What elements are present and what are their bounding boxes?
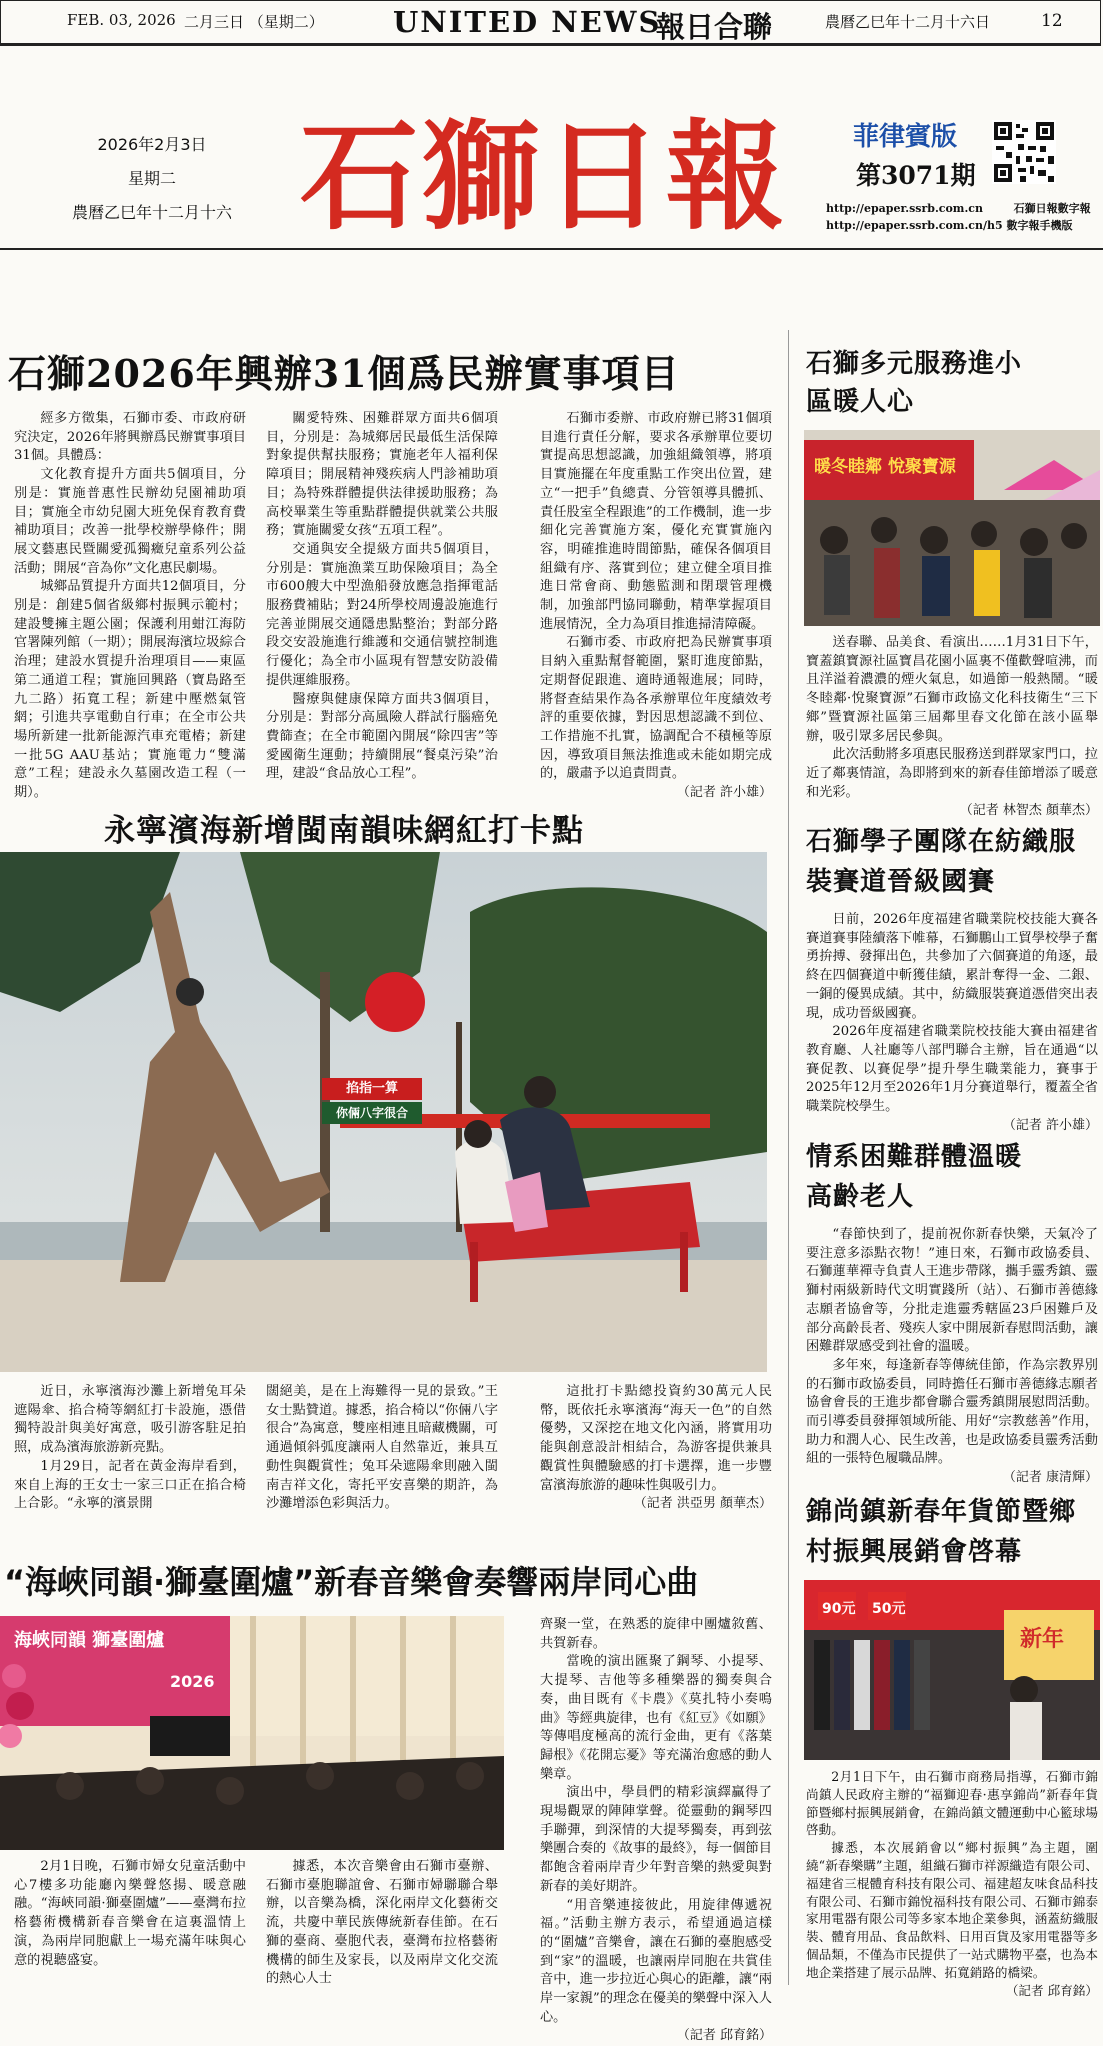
masthead-date: 2026年2月3日 bbox=[97, 135, 207, 154]
article2-col2 bbox=[266, 1383, 498, 1514]
side1-headline: 石獅多元服務進小區暖人心 bbox=[806, 349, 1023, 417]
masthead-date-block bbox=[72, 128, 232, 230]
article3-headline: “海峽同韻·獅臺圍爐”新春音樂會奏響兩岸同心曲 bbox=[4, 1563, 699, 1601]
side2-para: 2026年度福建省職業院校技能大賽由福建省教育廳、人社廳等八部門聯合主辦，旨在通過“以賽促教、以賽促學”提升學生職業能力，賽事于2025年12月至2026年1月分賽道舉行，覆蓋全省職業院校學生。 bbox=[806, 1024, 1098, 1115]
article3-col1 bbox=[14, 1858, 246, 1970]
side1-byline: （記者 林智杰 顏華杰） bbox=[959, 803, 1098, 819]
concert-photo bbox=[0, 1616, 504, 1850]
article1-col3 bbox=[540, 410, 772, 803]
strip-paper-name-en: UNITED NEWS bbox=[393, 5, 662, 39]
header-strip bbox=[0, 0, 1101, 46]
strip-date-cn: 二月三日 （星期二） bbox=[184, 13, 324, 31]
article2-col3 bbox=[540, 1383, 772, 1514]
article3-col2 bbox=[266, 1858, 498, 1989]
masthead-title: 石獅日報 bbox=[300, 107, 789, 246]
article2-byline: （記者 洪亞男 顏華杰） bbox=[633, 1496, 772, 1512]
masthead-rule bbox=[0, 248, 1103, 250]
side3-body bbox=[806, 1226, 1098, 1488]
article3-byline: （記者 邱育銘） bbox=[676, 2028, 772, 2044]
community-photo bbox=[804, 430, 1100, 626]
price-tag-1: 90元 bbox=[822, 1601, 856, 1617]
article1-para: 醫療與健康保障方面共3個項目，分別是：對部分高風險人群試行腦癌免費篩查；在全市範圍內開展“除四害”等愛國衛生運動；持續開展“餐桌污染”治理，建設“食品放心工程”。 bbox=[266, 691, 498, 782]
article3-col3 bbox=[540, 1616, 772, 2046]
article1-col1 bbox=[14, 410, 246, 803]
price-tag-2: 50元 bbox=[872, 1601, 906, 1617]
side2-para: 日前，2026年度福建省職業院校技能大賽各賽道賽事陸續落下帷幕，石獅鵬山工貿學校學子奮勇拚搏、發揮出色，共參加了六個賽道的角逐，最終在四個賽道中斬獲佳績，累計奪得一金、二銀、一銅的優異成績。其中，紡織服裝賽道憑借突出表現，成功晉級國賽。 bbox=[806, 912, 1098, 1021]
photo-sign-bottom: 你倆八字很合 bbox=[335, 1106, 408, 1120]
article2-para: 近日，永寧濱海沙灘上新增兔耳朵遮陽傘、掐合椅等網紅打卡設施，憑借獨特設計與美好寓意，吸引游客駐足拍照，成為濱海旅游新亮點。 bbox=[14, 1384, 246, 1456]
strip-page-number: 12 bbox=[1041, 11, 1063, 31]
article2-headline: 永寧濱海新增閩南韻味網紅打卡點 bbox=[104, 813, 584, 849]
side2-byline: （記者 許小雄） bbox=[1002, 1117, 1098, 1133]
epaper-url[interactable]: http://epaper.ssrb.com.cn bbox=[826, 202, 983, 215]
side3-para: “春節快到了，提前祝你新春快樂，天氣冷了要注意多添點衣物！”連日來，石獅市政協委員、石獅蓮華禪寺負責人王進步帶隊，攜手靈秀鎮、靈獅村兩級新時代文明實踐所（站）、石獅市善德緣志願者協會等，分批走進靈秀轄區23戶困難戶及部分高齡長者、殘疾人家中開展新春慰問活動，讓困難群眾感受到社會的溫暖。 bbox=[806, 1227, 1098, 1355]
strip-date-en: FEB. 03, 2026 bbox=[67, 11, 176, 29]
article2-para: 這批打卡點總投資約30萬元人民幣，既依托永寧濱海“海天一色”的自然優勢，又深挖在地文化內涵，將實用功能與創意設計相結合，為游客提供兼具觀賞性與體驗感的打卡選擇，進一步豐富濱海旅游的趣味性與吸引力。 bbox=[540, 1384, 772, 1493]
column-divider bbox=[788, 330, 789, 1985]
article3-para: 齊聚一堂，在熟悉的旋律中團爐敘舊、共賀新春。 bbox=[540, 1617, 772, 1651]
article1-col2 bbox=[266, 410, 498, 784]
article1-byline: （記者 許小雄） bbox=[676, 785, 772, 801]
side1-body bbox=[806, 634, 1098, 821]
article1-para: 文化教育提升方面共5個項目，分別是：實施普惠性民辦幼兒園補助項目；實施全市幼兒園大班免保育教育費補助項目；改善一批學校辦學條件；開展文藝惠民暨關愛孤獨癥兒童系列公益活動；開展“音為你”文化惠民劇場。 bbox=[14, 467, 246, 576]
article2-para: 闊絕美，是在上海難得一見的景致。”王女士點贊道。據悉，掐合椅以“你倆八字很合”為寓意，雙座相連且暗藏機關，可通過傾斜弧度讓兩人自然靠近，兼具互動性與觀賞性；兔耳朵遮陽傘則融入閩南吉祥文化，寄托平安喜樂的期許，為沙灘增添色彩與活力。 bbox=[266, 1384, 498, 1512]
article1-headline: 石獅2026年興辦31個爲民辦實事項目 bbox=[8, 351, 680, 396]
epaper-h5-url-label: 數字報手機版 bbox=[1006, 219, 1073, 232]
side4-headline: 錦尚鎮新春年貨節暨鄉村振興展銷會啓幕 bbox=[806, 1497, 1077, 1567]
article1-para: 石獅市委、市政府把為民辦實事項目納入重點幫督範圍，緊盯進度節點，定期督促跟進、適時通報進展；同時，將督查結果作為各承辦單位年度績效考評的重要依據，對因思想認識不到位、工作措施不扎實，協調配合不積極等原因，導致項目無法推進或未能如期完成的，嚴肅予以追責問責。 bbox=[540, 635, 772, 782]
article2-col1 bbox=[14, 1383, 246, 1514]
article3-para: 演出中，學員們的精彩演繹贏得了現場觀眾的陣陣掌聲。從靈動的鋼琴四手聯彈，到深情的大提琴獨奏，再到弦樂團合奏的《故事的最終》，每一個節目都飽含着兩岸青少年對音樂的熱愛與對新春的美好期許。 bbox=[540, 1785, 772, 1894]
community-banner: 暖冬睦鄰 悅聚寶源 bbox=[814, 457, 956, 477]
side4-byline: （記者 邱育銘） bbox=[1005, 1982, 1098, 1998]
side3-byline: （記者 康清輝） bbox=[1002, 1470, 1098, 1486]
side4-body bbox=[806, 1768, 1098, 1999]
side2-headline: 石獅學子團隊在紡織服裝賽道晉級國賽 bbox=[806, 827, 1077, 897]
masthead-weekday: 星期二 bbox=[127, 169, 176, 188]
side3-para: 多年來，每逢新春等傳統佳節，作為宗教界別的石獅市政協委員，同時擔任石獅市善德緣志願者協會會長的王進步都會聯合靈秀鎮開展慰問活動。而引導委員發揮領域所能、用好“宗教慈善”作用，助力和潤人心、民生改善，也是政協委員靈秀活動組的一張特色履職品牌。 bbox=[806, 1357, 1098, 1467]
article2-para: 1月29日，記者在黃金海岸看到，來自上海的王女士一家三口正在掐合椅上合影。“永寧的濱景開 bbox=[14, 1458, 246, 1512]
article1-para: 交通與安全提級方面共5個項目，分別是：實施漁業互助保險項目；為全市600艘大中型漁船發放應急指揮電話服務費補貼；對24所學校周邊設施進行完善並開展交通隱患點整治；對部分路段交安設施進行維護和交通信號控制進行優化；為全市小區現有智慧安防設備提供運維服務。 bbox=[266, 541, 498, 688]
side2-body bbox=[806, 911, 1098, 1135]
article3-para: “用音樂連接彼此，用旋律傳遞祝福。”活動主辦方表示，希望通過這樣的“圍爐”音樂會，讓在石獅的臺胞感受到“家”的溫暖，也讓兩岸同胞在共賞佳音中，進一步拉近心與心的距離，讓“兩岸一家親”的理念在優美的樂聲中深入人心。 bbox=[540, 1897, 772, 2025]
article3-para: 當晚的演出匯聚了鋼琴、小提琴、大提琴、吉他等多種樂器的獨奏與合奏，曲目既有《卡農》《莫扎特小奏鳴曲》等經典旋律，也有《紅豆》《如願》等傳唱度極高的流行金曲，更有《落葉歸根》《花開忘憂》等充滿治愈感的動人樂章。 bbox=[540, 1654, 772, 1782]
side1-para: 送春聯、品美食、看演出……1月31日下午，寶蓋鎮寶源社區寶昌花園小區裏不僅歡聲喧沸，而且洋溢着濃濃的煙火氣息，如過節一般熱鬧。“暖冬睦鄰·悅聚寶源”石獅市政協文化科技衛生“三下鄉”暨寶源社區第三屆鄰里春文化節在該小區舉辦，吸引眾多居民參與。 bbox=[806, 635, 1098, 744]
article1-para: 關愛特殊、困難群眾方面共6個項目，分別是：為城鄉居民最低生活保障對象提供幫扶服務；實施老年人福利保障項目；開展精神殘疾病人門診補助項目；為特殊群體提供法律援助服務；為高校畢業生等重點群體提供就業公共服務；實施關愛女孩“五項工程”。 bbox=[266, 411, 498, 539]
side3-headline: 情系困難群體溫暖高齡老人 bbox=[806, 1142, 1023, 1212]
article3-para: 據悉，本次音樂會由石獅市臺辦、石獅市臺胞聯誼會、石獅市婦聯聯合舉辦，以音樂為橋，深化兩岸文化藝術交流，共慶中華民族傳統新春佳節。在石獅的臺商、臺胞代表，臺灣布拉格藝術機構的師生及家長，以及兩岸文化交流的熱心人士 bbox=[266, 1859, 498, 1987]
concert-screen-year: 2026 bbox=[170, 1672, 215, 1691]
epaper-h5-url[interactable]: http://epaper.ssrb.com.cn/h5 bbox=[826, 219, 1003, 232]
beach-photo bbox=[0, 852, 767, 1372]
strip-paper-name-cn: 報日合聯 bbox=[656, 10, 773, 44]
concert-screen-title: 海峽同韻 獅臺圍爐 bbox=[14, 1630, 165, 1651]
qr-code-icon[interactable] bbox=[992, 120, 1056, 184]
masthead-issue: 第3071期 bbox=[856, 161, 976, 190]
article1-para: 石獅市委辦、市政府辦已將31個項目進行責任分解，要求各承辦單位要切實提高思想認識，加強組織領導，將項目實施擺在年度重點工作突出位置，建立“一把手”負總責、分管領導具體抓、責任股室全程跟進”的工作機制，進一步細化完善實施方案，優化充實實施內容，明確推進時間節點，確保各個項目組織有序、落實到位；建立健全項目推進日常會商、動態監測和閉環管理機制，加強部門協同聯動，精準掌握項目進展情況，全力為項目推進掃清障礙。 bbox=[540, 411, 772, 632]
market-sign: 新年 bbox=[1020, 1627, 1065, 1652]
strip-lunar: 農曆乙巳年十二月十六日 bbox=[825, 13, 991, 31]
side4-para: 2月1日下午，由石獅市商務局指導，石獅市錦尚鎮人民政府主辦的“福獅迎春·惠享錦尚”新春年貨節暨鄉村振興展銷會，在錦尚鎮文體運動中心籃球場啓動。 bbox=[806, 1769, 1098, 1838]
masthead-edition: 菲律賓版 bbox=[853, 122, 958, 152]
masthead-lunar: 農曆乙巳年十二月十六 bbox=[72, 203, 233, 222]
market-photo bbox=[804, 1580, 1100, 1760]
photo-sign-top: 掐指一算 bbox=[345, 1081, 398, 1096]
article1-para: 經多方徵集，石獅市委、市政府研究決定，2026年將興辦爲民辦實事項目31個。具體爲： bbox=[14, 411, 246, 464]
masthead-urls bbox=[826, 200, 1091, 234]
epaper-url-label: 石獅日報數字報 bbox=[1013, 202, 1091, 215]
side4-para: 據悉，本次展銷會以“鄉村振興”為主題，圍繞“新春樂購”主題，組織石獅市祥源織造有限公司、福建省三棍體育科技有限公司、福建超友味食品科技有限公司、石獅市錦悅福科技有限公司、石獅市錦泰家用電器有限公司等多家本地企業參與，涵蓋紡織服裝、體育用品、食品飲料、日用百貨及家用電器等多個品類，不僅為市民提供了一站式購物平臺，也為本地企業搭建了展示品牌、拓寬銷路的橋梁。 bbox=[806, 1840, 1098, 1980]
article3-para: 2月1日晚，石獅市婦女兒童活動中心7樓多功能廳內樂聲悠揚、暖意融融。“海峽同韻·獅臺圍爐”——臺灣布拉格藝術機構新春音樂會在這裏溫情上演，為兩岸同胞獻上一場充滿年味與心意的視聽盛宴。 bbox=[14, 1859, 246, 1968]
side1-para: 此次活動將多項惠民服務送到群眾家門口，拉近了鄰裏情誼，為即將到來的新春佳節增添了暖意和光彩。 bbox=[806, 747, 1098, 800]
article1-para: 城鄉品質提升方面共12個項目，分別是：創建5個省級鄉村振興示範村；建設雙擁主題公園；保護利用蚶江海防官署陳列館（一期）；開展海濱垃圾綜合治理；建設水質提升治理項目——東區第二通道工程；實施回興路（寶島路至九二路）拓寬工程；新建中壓燃氣管網；引進共享電動自行車；在全市公共場所新建一批新能源汽車充電樁；新建一批5G AAU基站；實施電力“雙滿意”工程；建設永久墓園改造工程（一期）。 bbox=[14, 579, 246, 801]
